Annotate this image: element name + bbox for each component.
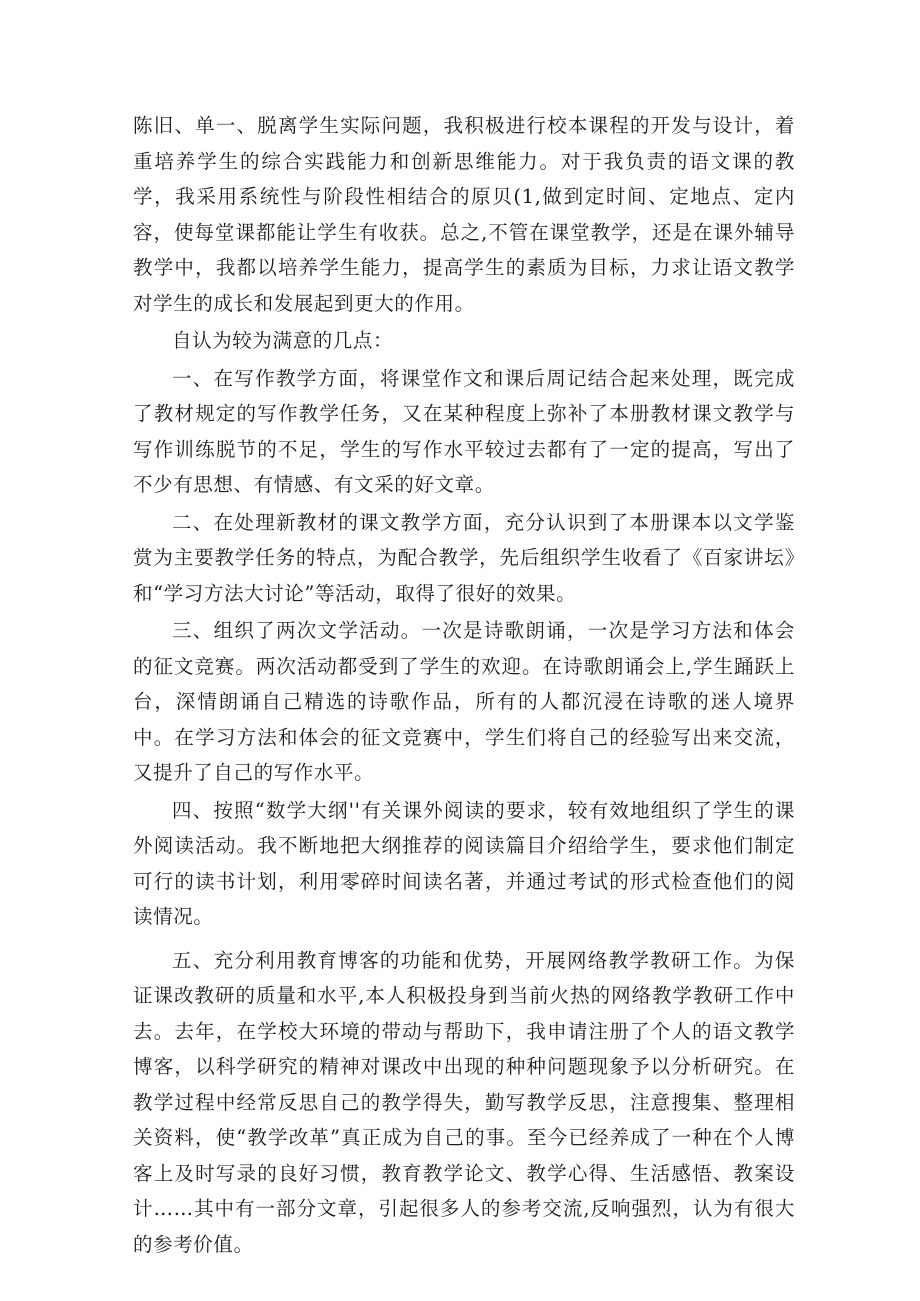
paragraph-intro: 陈旧、单一、脱离学生实际问题，我积极进行校本课程的开发与设计，着重培养学生的综合实践能力和创新思维能力。对于我负责的语文课的教学，我采用系统性与阶段性相结合的原贝(1,做到定时间、定地点、定内容，使每堂课都能让学生有收获。总之,不管在课堂教学，还是在课外辅导教学中，我都以培养学生能力，提高学生的素质为目标，力求让语文教学对学生的成长和发展起到更大的作用。 <box>133 114 795 315</box>
paragraph-point-2: 二、在处理新教材的课文教学方面，充分认识到了本册课本以文学鉴赏为主要教学任务的特点，为配合教学，先后组织学生收看了《百家讲坛》和“学习方法大讨论”等活动，取得了很好的效果。 <box>133 510 795 605</box>
paragraph-point-5: 五、充分利用教育博客的功能和优势，开展网络教学教研工作。为保证课改教研的质量和水平,本人积极投身到当前火热的网络教学教研工作中去。去年，在学校大环境的带动与帮助下，我申请注册了个人的语文教学博客，以科学研究的精神对课改中出现的种种问题现象予以分析研究。在教学过程中经常反思自己的教学得失，勤写教学反思，注意搜集、整理相关资料，使“教学改革”真正成为自己的事。至今已经养成了一种在个人博客上及时写录的良好习惯，教育教学论文、教学心得、生活感悟、教案设计……其中有一部分文章，引起很多人的参考交流,反响强烈，认为有很大的参考价值。 <box>133 948 795 1256</box>
document-body <box>133 108 795 1262</box>
paragraph-point-3: 三、组织了两次文学活动。一次是诗歌朗诵，一次是学习方法和体会的征文竞赛。两次活动都受到了学生的欢迎。在诗歌朗诵会上,学生踊跃上台，深情朗诵自己精选的诗歌作品，所有的人都沉浸在诗歌的迷人境界中。在学习方法和体会的征文竞赛中，学生们将自己的经验写出来交流，又提升了自己的写作水平。 <box>133 619 795 784</box>
paragraph-point-4: 四、按照“数学大纲''有关课外阅读的要求，较有效地组织了学生的课外阅读活动。我不断地把大纲推荐的阅读篇目介绍给学生，要求他们制定可行的读书计划，利用零碎时间读名著，并通过考试的形式检查他们的阅读情况。 <box>133 798 795 928</box>
paragraph-point-1: 一、在写作教学方面，将课堂作文和课后周记结合起来处理，既完成了教材规定的写作教学任务，又在某种程度上弥补了本册教材课文教学与写作训练脱节的不足，学生的写作水平较过去都有了一定的提高，写出了不少有思想、有情感、有文采的好文章。 <box>133 366 795 496</box>
paragraph-summary-heading: 自认为较为满意的几点： <box>172 329 394 352</box>
